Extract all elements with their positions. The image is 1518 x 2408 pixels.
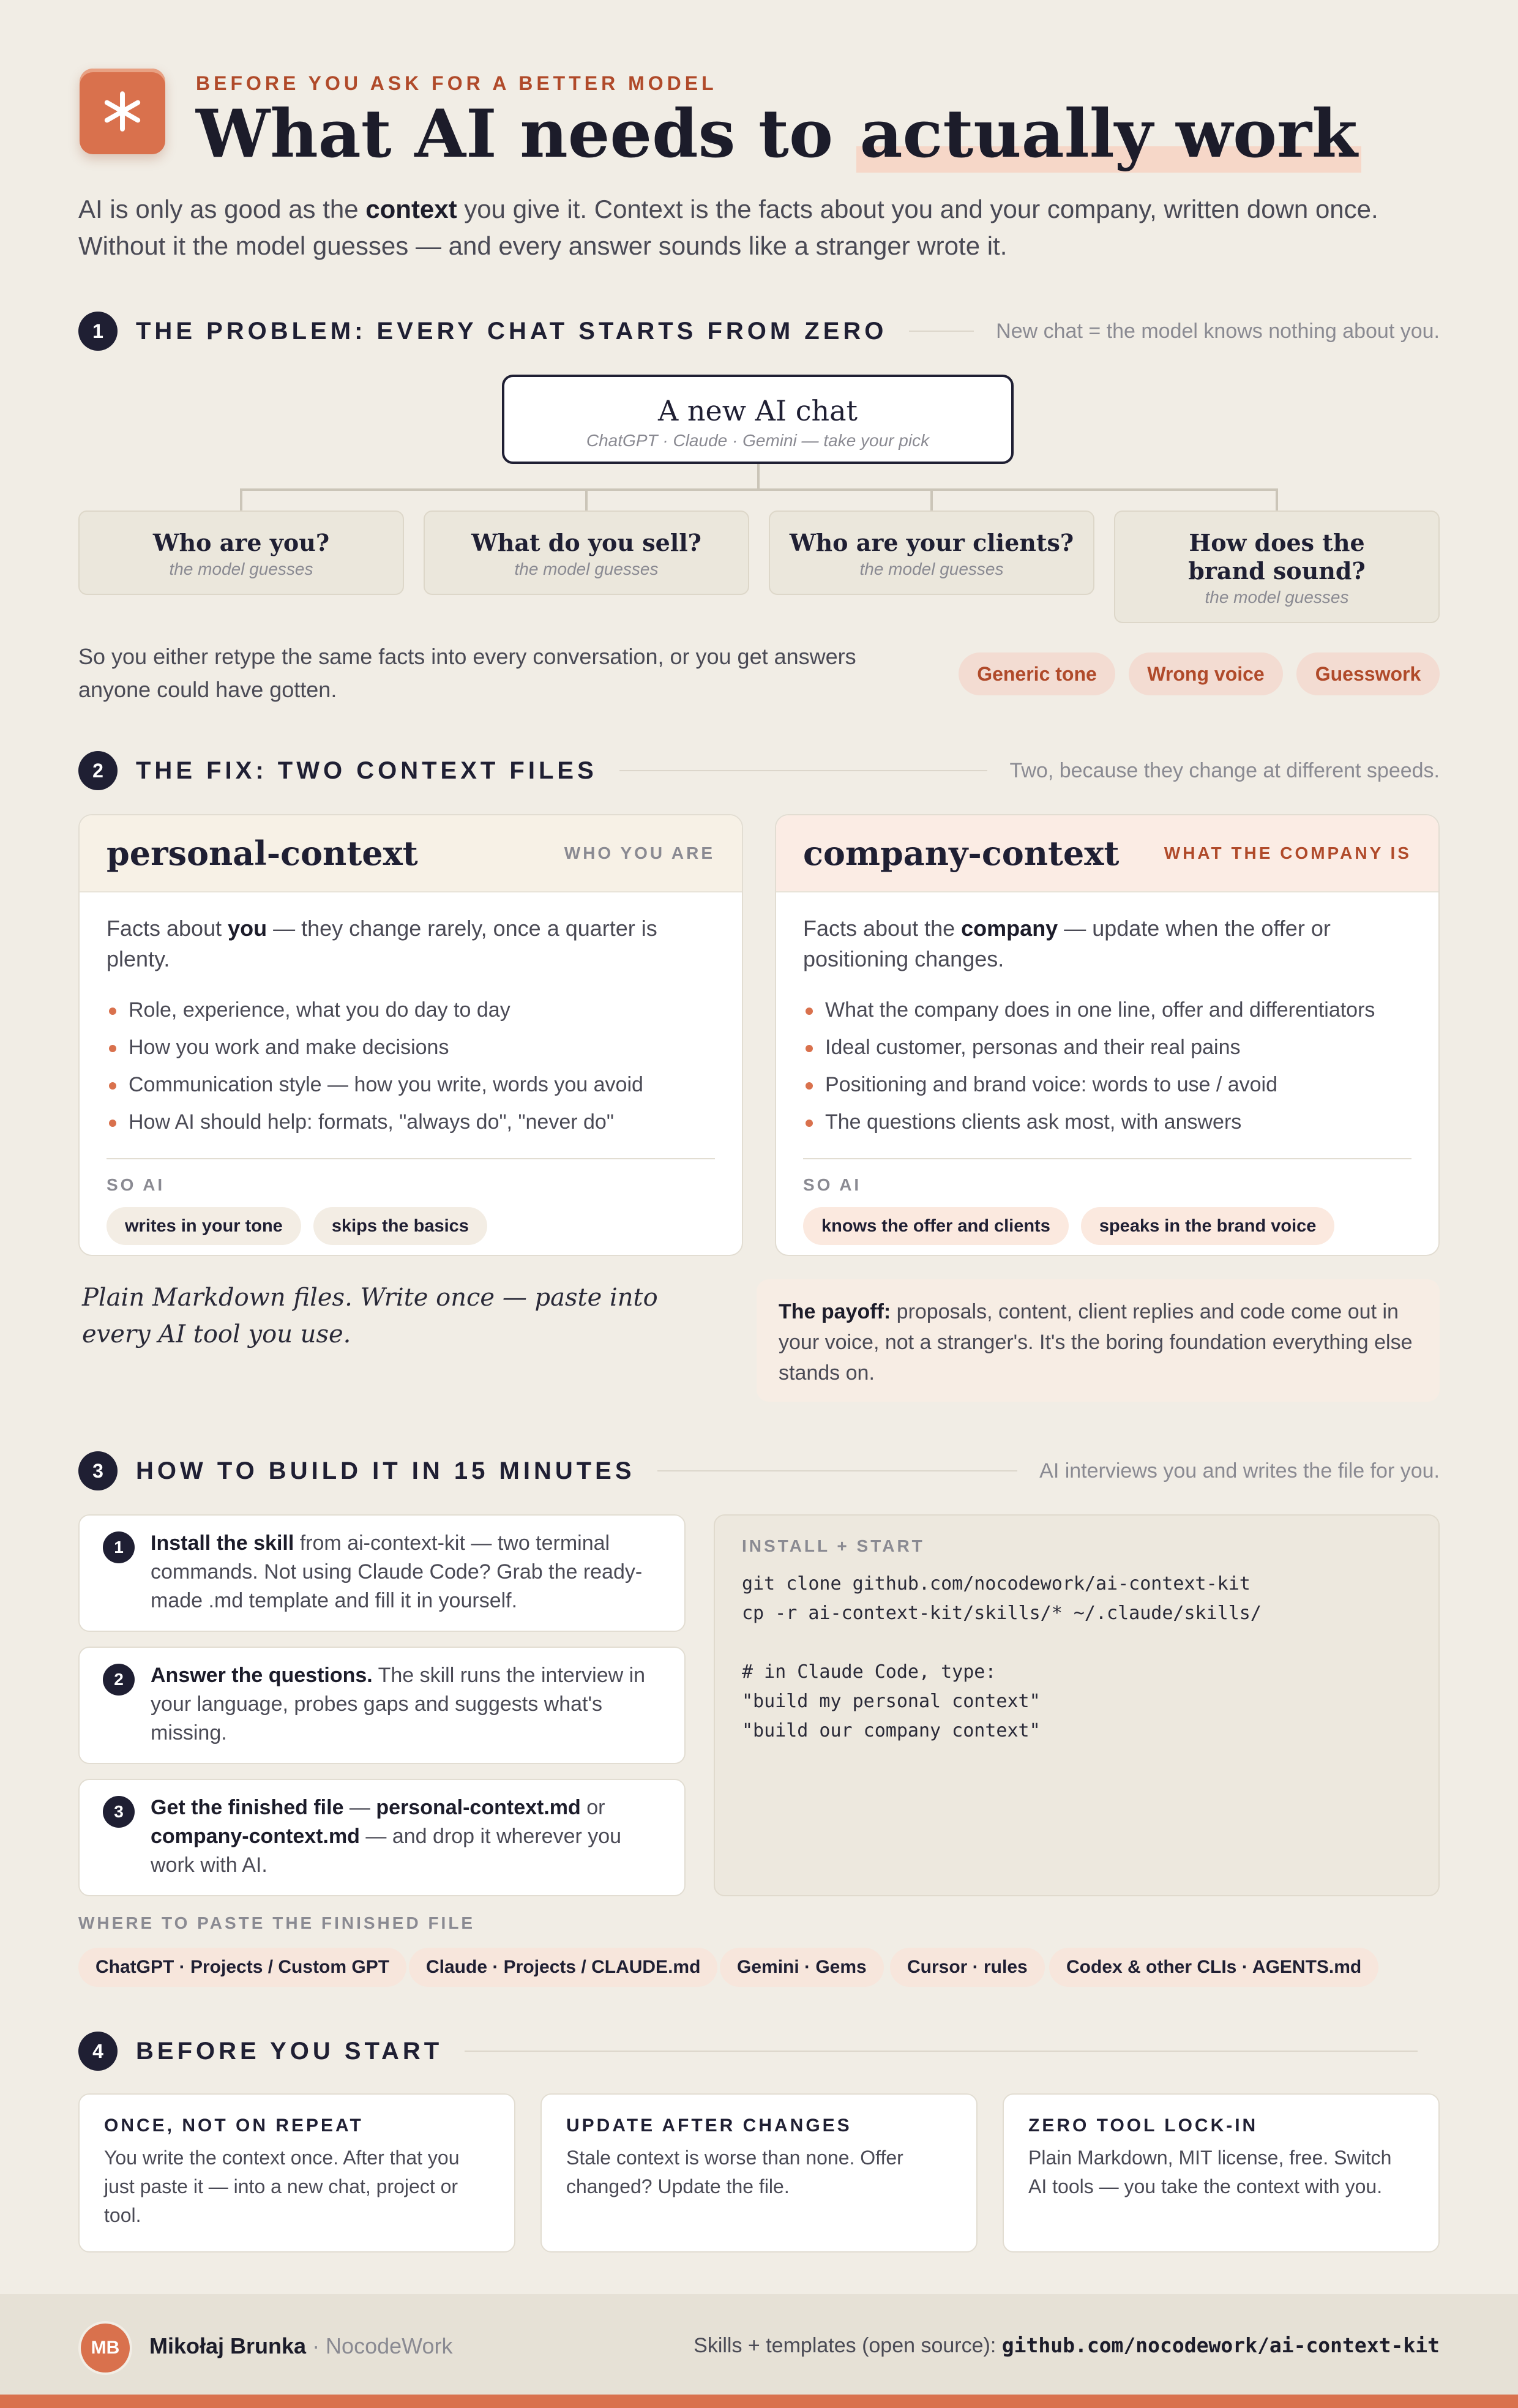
connector-3	[930, 488, 933, 510]
problem-pill: Generic tone	[959, 652, 1115, 695]
author-org: · NocodeWork	[306, 2333, 453, 2358]
tip-text: Plain Markdown, MIT license, free. Switch AI tools — you take the context with you.	[1028, 2147, 1392, 2197]
step-card	[78, 1647, 686, 1764]
list-item: Positioning and brand voice: words to use / avoid	[803, 1066, 1411, 1104]
step-bold: Get the finished file	[151, 1796, 344, 1819]
list-item: Role, experience, what you do day to day	[107, 992, 715, 1029]
question-text: Who are your clients?	[789, 529, 1074, 556]
code-line: # in Claude Code, type:	[742, 1661, 996, 1683]
tip-text: Stale context is worse than none. Offer changed? Update the file.	[566, 2147, 903, 2197]
step-bold: Answer the questions.	[151, 1664, 373, 1687]
step-text	[151, 1793, 660, 1880]
so-ai-label: SO AI	[107, 1175, 165, 1194]
card-list	[803, 992, 1411, 1141]
section-number: 2	[78, 751, 118, 790]
tip-title: ZERO TOOL LOCK-IN	[1028, 2115, 1258, 2136]
section-note: Two, because they change at different speeds.	[1009, 758, 1440, 782]
where-label: WHERE TO PASTE THE FINISHED FILE	[78, 1913, 476, 1932]
repo-label: Skills + templates (open source):	[694, 2334, 1002, 2357]
where-pill: Claude · Projects / CLAUDE.md	[409, 1948, 717, 1987]
card-description	[107, 913, 715, 974]
card-description	[803, 913, 1411, 974]
question-box	[424, 510, 749, 595]
divider	[803, 1158, 1411, 1159]
card-name: personal-context	[107, 834, 418, 873]
section-note: New chat = the model knows nothing about you.	[996, 319, 1440, 343]
desc-b: — they change rarely, once a quarter is plenty.	[107, 916, 657, 971]
where-pill: Cursor · rules	[890, 1948, 1045, 1987]
step-number: 2	[103, 1664, 135, 1696]
desc-b: — update when the offer or positioning changes.	[803, 916, 1331, 971]
code-label: INSTALL + START	[742, 1536, 925, 1555]
question-box	[78, 510, 404, 595]
connector-bar	[240, 488, 1278, 491]
step-rest: The skill runs the interview in your language, probes gaps and suggests what's missing.	[151, 1664, 646, 1744]
question-sub: the model guesses	[859, 559, 1004, 578]
code-line	[742, 1628, 1411, 1658]
payoff-box	[757, 1279, 1440, 1402]
step-number: 3	[103, 1796, 135, 1828]
step-card	[78, 1514, 686, 1632]
section-3-header	[78, 1449, 1440, 1492]
question-text: How does the brand sound?	[1188, 529, 1366, 585]
personal-context-card	[78, 814, 743, 1256]
step-card	[78, 1779, 686, 1896]
intro-text-b: you give it. Context is the facts about you and your company, written down once. Without it the model guesses — and every answer sounds like a stranger wrote it.	[78, 195, 1378, 260]
question-text: Who are you?	[152, 529, 330, 556]
step-text	[151, 1529, 660, 1615]
list-item: Communication style — how you write, words you avoid	[107, 1066, 715, 1104]
desc-bold: company	[961, 916, 1058, 941]
file-name: personal-context.md	[376, 1796, 581, 1819]
section-number: 4	[78, 2032, 118, 2071]
divider	[909, 331, 974, 332]
chips	[803, 1207, 1411, 1245]
chip: skips the basics	[313, 1207, 487, 1245]
card-name: company-context	[803, 834, 1120, 873]
connector-stem	[757, 464, 760, 488]
step-rest: — and drop it wherever you work with AI.	[151, 1825, 622, 1877]
step-text	[151, 1661, 660, 1748]
list-item: How you work and make decisions	[107, 1029, 715, 1066]
step-number: 1	[103, 1531, 135, 1563]
card-header	[776, 815, 1438, 892]
tip-card	[1003, 2093, 1440, 2253]
question-box	[1114, 510, 1440, 623]
page-title	[196, 95, 1361, 173]
divider	[619, 770, 988, 771]
tip-title: UPDATE AFTER CHANGES	[566, 2115, 852, 2136]
asterisk-icon	[100, 89, 144, 133]
intro-paragraph	[78, 191, 1425, 264]
desc-a: Facts about the	[803, 916, 962, 941]
intro-text-a: AI is only as good as the	[78, 195, 366, 223]
chat-subtitle: ChatGPT · Claude · Gemini — take your pick	[586, 431, 930, 450]
payoff-text: proposals, content, client replies and code come out in your voice, not a stranger's. It's the boring foundation everything else stands on.	[779, 1300, 1413, 1385]
payoff-label: The payoff:	[779, 1300, 891, 1323]
tip-card	[78, 2093, 515, 2253]
tip-title: ONCE, NOT ON REPEAT	[104, 2115, 364, 2136]
author-name: Mikołaj Brunka	[149, 2333, 307, 2358]
where-pill: ChatGPT · Projects / Custom GPT	[78, 1948, 406, 1987]
kicker: BEFORE YOU ASK FOR A BETTER MODEL	[196, 72, 717, 94]
step-bold: Install the skill	[151, 1531, 294, 1555]
author	[149, 2333, 452, 2359]
install-code-block[interactable]	[714, 1514, 1440, 1896]
card-tag: WHAT THE COMPANY IS	[1164, 843, 1411, 862]
chips	[107, 1207, 715, 1245]
file-name: company-context.md	[151, 1825, 360, 1848]
code-line: cp -r ai-context-kit/skills/* ~/.claude/skills/	[742, 1602, 1262, 1624]
card-list	[107, 992, 715, 1141]
section-title: THE PROBLEM: EVERY CHAT STARTS FROM ZERO	[136, 317, 888, 345]
section-1-header	[78, 310, 1440, 353]
step-rest: from ai-context-kit — two terminal commands. Not using Claude Code? Grab the ready-made .md template and fill it in yourself.	[151, 1531, 643, 1612]
plain-markdown-note: Plain Markdown files. Write once — paste into every AI tool you use.	[82, 1284, 658, 1348]
divider	[465, 2051, 1418, 2052]
code-line: git clone github.com/nocodework/ai-context-kit	[742, 1573, 1251, 1595]
company-context-card	[775, 814, 1440, 1256]
problem-pill: Wrong voice	[1129, 652, 1283, 695]
section-note: AI interviews you and writes the file for you.	[1039, 1459, 1440, 1483]
step-rest: or	[580, 1796, 605, 1819]
chip: writes in your tone	[107, 1207, 301, 1245]
divider	[107, 1158, 715, 1159]
list-item: How AI should help: formats, "always do", "never do"	[107, 1104, 715, 1141]
repo-link[interactable]: github.com/nocodework/ai-context-kit	[1001, 2333, 1440, 2357]
connector-1	[240, 488, 242, 510]
section-4-header	[78, 2030, 1440, 2073]
card-body	[80, 892, 742, 1245]
divider	[657, 1470, 1018, 1471]
list-item: What the company does in one line, offer and differentiators	[803, 992, 1411, 1029]
title-main: What AI needs to	[196, 95, 856, 173]
logo	[80, 69, 165, 154]
desc-a: Facts about	[107, 916, 228, 941]
problem-pill: Guesswork	[1296, 652, 1440, 695]
where-pill: Gemini · Gems	[720, 1948, 884, 1987]
question-box	[769, 510, 1094, 595]
title-highlight: actually work	[856, 95, 1361, 173]
section-2-header	[78, 749, 1440, 792]
tip-text: You write the context once. After that you just paste it — into a new chat, project or tool.	[104, 2147, 460, 2226]
card-tag: WHO YOU ARE	[564, 843, 715, 862]
question-text: What do you sell?	[471, 529, 701, 556]
new-chat-box	[502, 375, 1014, 464]
accent-bar	[0, 2395, 1518, 2408]
section-number: 1	[78, 312, 118, 351]
section-title: THE FIX: TWO CONTEXT FILES	[136, 757, 597, 784]
intro-bold: context	[365, 195, 457, 223]
section-title: HOW TO BUILD IT IN 15 MINUTES	[136, 1457, 635, 1484]
repo-line	[694, 2333, 1440, 2358]
code-line: "build my personal context"	[742, 1691, 1041, 1712]
list-item: The questions clients ask most, with answers	[803, 1104, 1411, 1141]
problem-paragraph: So you either retype the same facts into every conversation, or you get answers anyone could have gotten.	[78, 644, 856, 702]
where-pill: Codex & other CLIs · AGENTS.md	[1049, 1948, 1378, 1987]
card-header	[80, 815, 742, 892]
avatar: MB	[81, 2324, 130, 2372]
list-item: Ideal customer, personas and their real pains	[803, 1029, 1411, 1066]
card-body	[776, 892, 1438, 1245]
section-number: 3	[78, 1451, 118, 1490]
chat-title: A new AI chat	[658, 394, 858, 427]
code-line: "build our company context"	[742, 1720, 1041, 1741]
question-sub: the model guesses	[1205, 588, 1349, 607]
question-sub: the model guesses	[514, 559, 659, 578]
connector-4	[1276, 488, 1278, 510]
desc-bold: you	[228, 916, 267, 941]
tip-card	[540, 2093, 978, 2253]
so-ai-label: SO AI	[803, 1175, 862, 1194]
section-title: BEFORE YOU START	[136, 2037, 443, 2065]
connector-2	[585, 488, 588, 510]
chip: knows the offer and clients	[803, 1207, 1069, 1245]
step-rest: —	[343, 1796, 376, 1819]
question-sub: the model guesses	[169, 559, 313, 578]
chip: speaks in the brand voice	[1081, 1207, 1335, 1245]
